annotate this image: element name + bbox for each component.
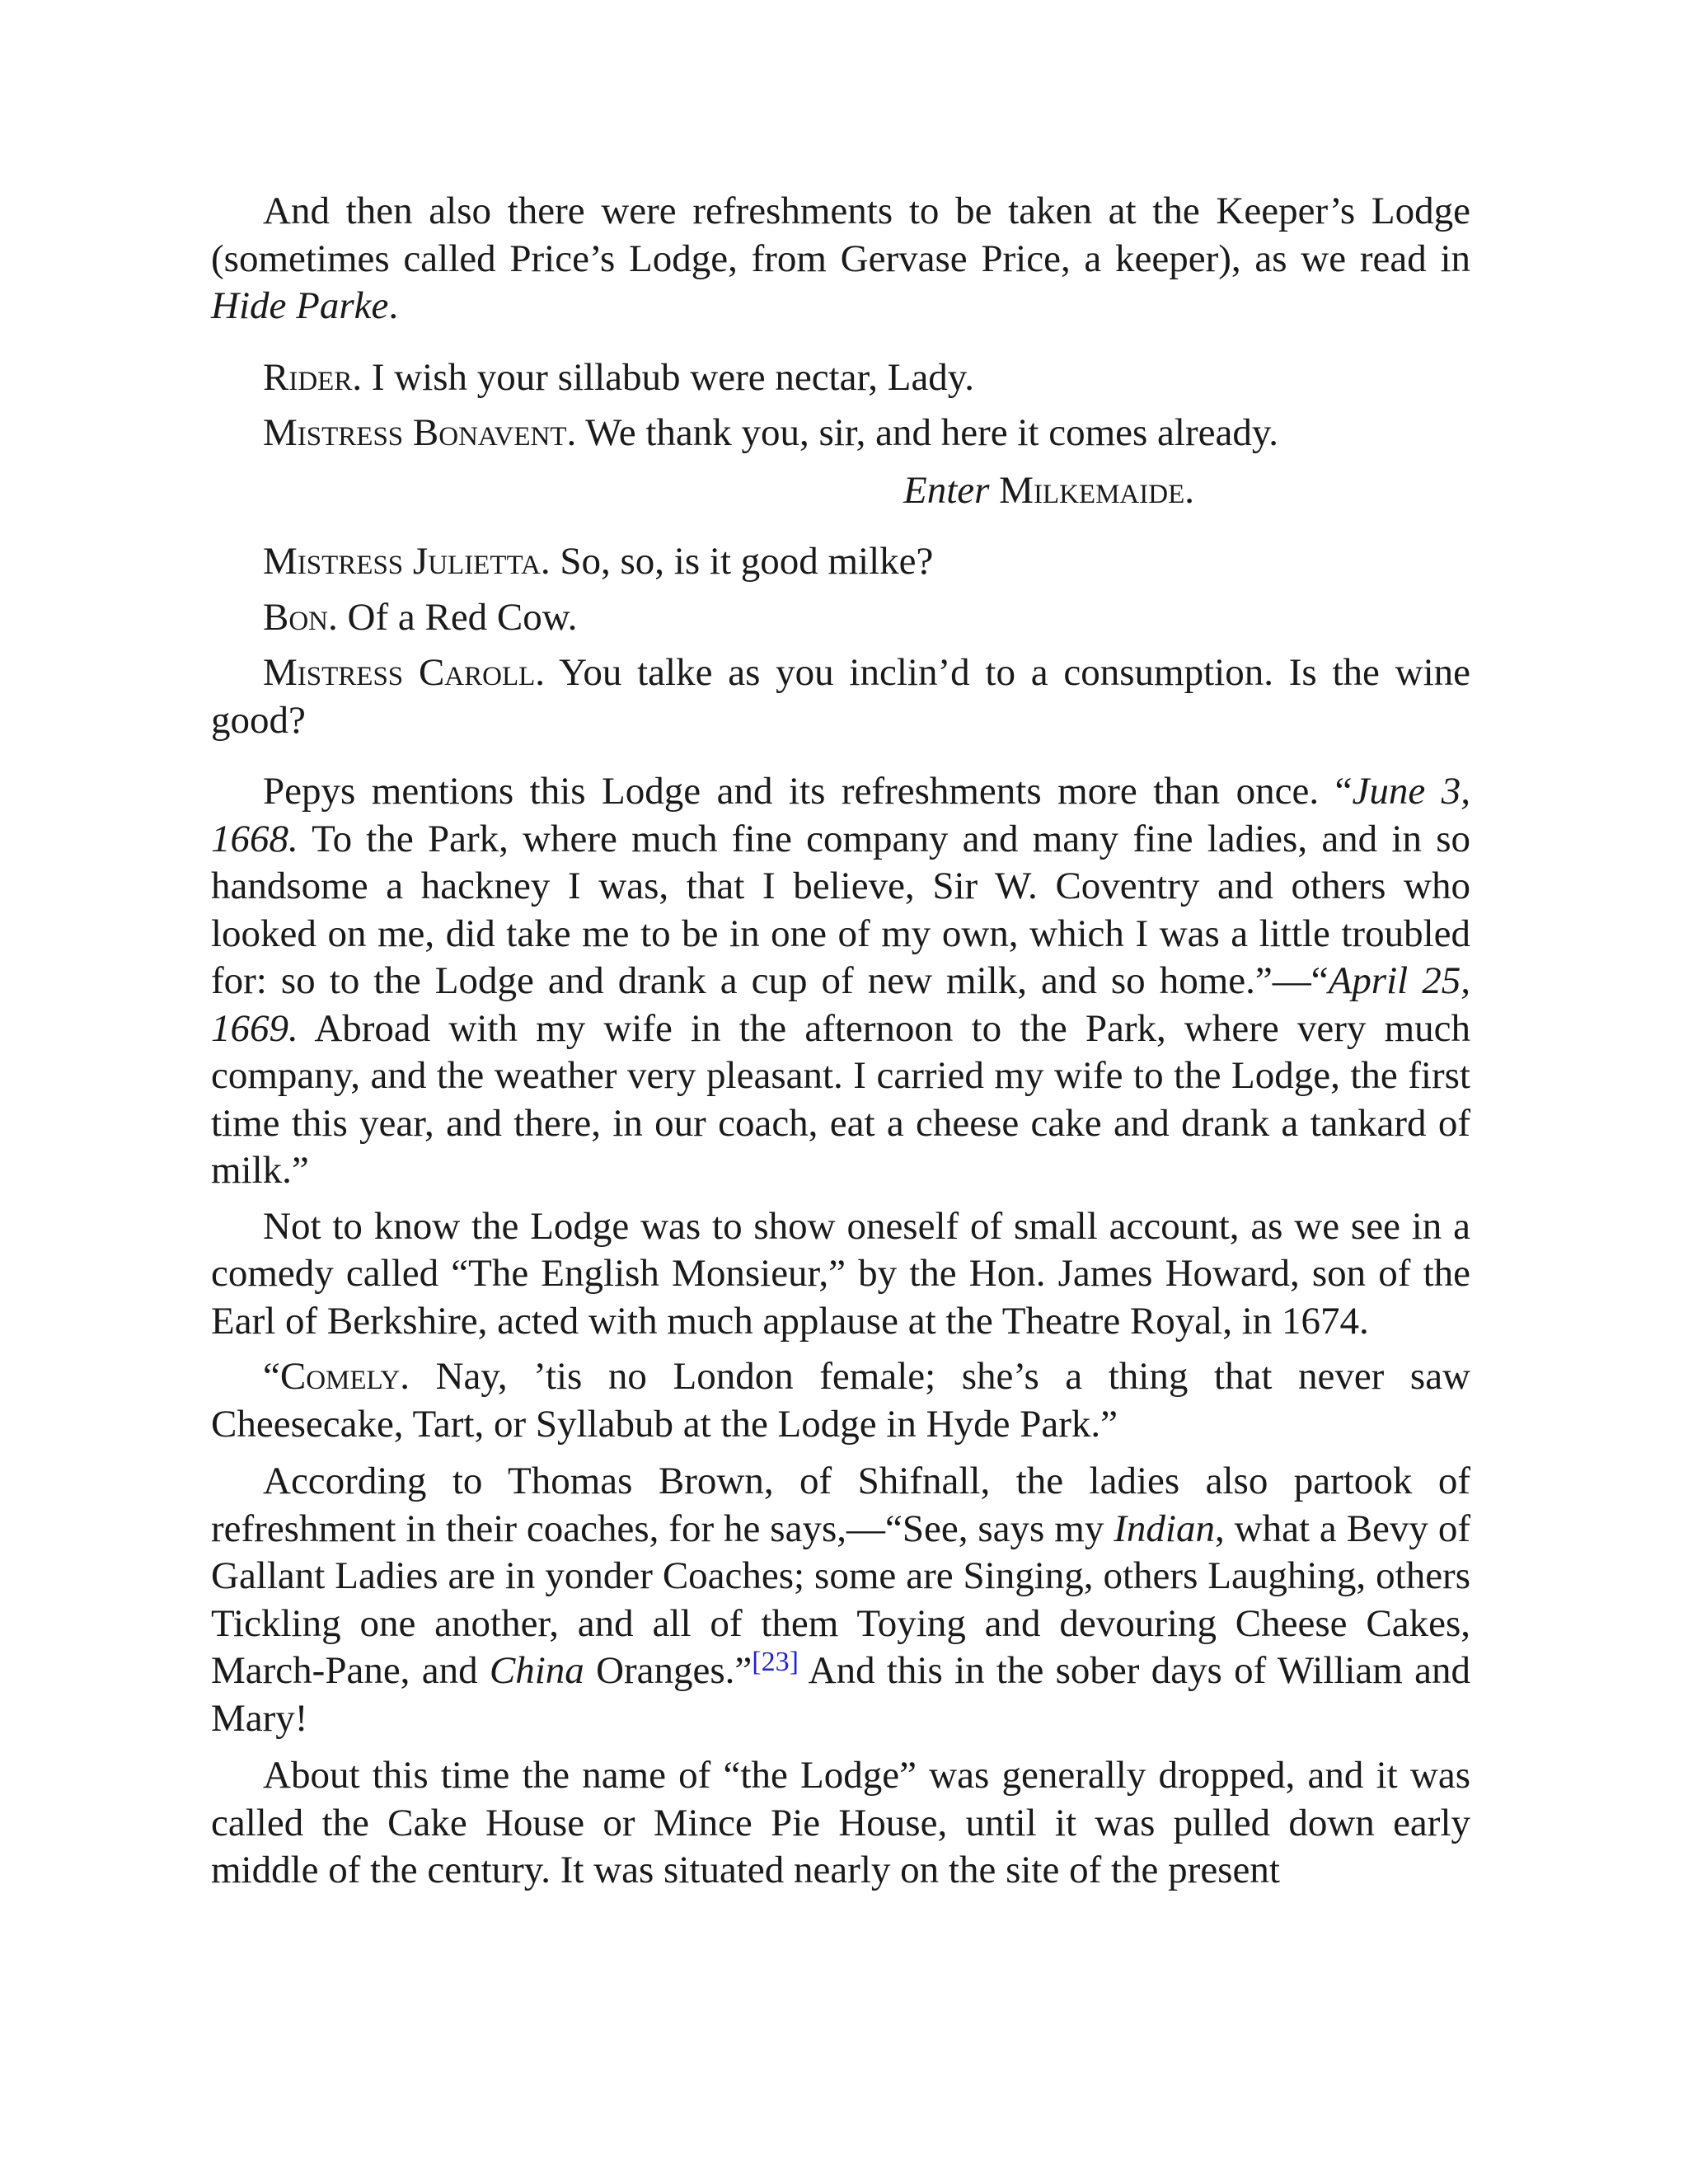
- dialogue-text: . Of a Red Cow.: [328, 595, 578, 639]
- speaker-name: Mistress Caroll: [263, 651, 536, 694]
- emphasis-word: Indian: [1114, 1507, 1215, 1550]
- dialogue-rider: [211, 354, 1470, 402]
- emphasis-word: China: [489, 1649, 584, 1692]
- text-span: Abroad with my wife in the afternoon to the Park, where very much company, and the weather very pleasant. I carried my wife to the Lodge, the first time this year, and there, in our coach, eat a cheese cake and drank a tankard of milk.”: [211, 1006, 1470, 1192]
- dialogue-text: . We thank you, sir, and here it comes already.: [566, 411, 1279, 454]
- dialogue-text: . You talke as you inclin’d to a consumption. Is the wine good?: [211, 651, 1470, 742]
- dialogue-bonavent: [211, 410, 1470, 457]
- dialogue-text: . I wish your sillabub were nectar, Lady.: [352, 355, 975, 399]
- page-body: [211, 188, 1470, 1905]
- text-span: And then also there were refreshments to be taken at the Keeper’s Lodge (sometimes called Price’s Lodge, from Gervase Price, a keeper), as we read in: [211, 190, 1470, 280]
- diary-date: April 25, 1669.: [211, 959, 1470, 1050]
- stage-enter: Enter: [903, 468, 990, 512]
- diary-date: June 3, 1668.: [211, 770, 1470, 860]
- paragraph-keepers-lodge: [211, 188, 1470, 330]
- paragraph-english-monsieur: Not to know the Lodge was to show oneself of small account, as we see in a comedy called “The English Monsieur,” by the Hon. James Howard, son of the Earl of Berkshire, acted with much applause at the Theatre Royal, in 1674.: [211, 1204, 1470, 1343]
- speaker-name: Bon: [263, 595, 329, 639]
- stage-dot: .: [1184, 468, 1194, 512]
- dialogue-text: . Nay, ’tis no London female; she’s a thing that never saw Cheesecake, Tart, or Syllabub at the Lodge in Hyde Park.”: [211, 1355, 1470, 1446]
- speaker-name: Comely: [279, 1355, 401, 1398]
- dialogue-text: . So, so, is it good milke?: [540, 540, 934, 583]
- dialogue-julietta: [211, 538, 1470, 586]
- paragraph-cake-house: About this time the name of “the Lodge” was generally dropped, and it was called the Cake House or Mince Pie House, until it was pulled down early middle of the century. It was situated nearly on the site of the present: [211, 1754, 1470, 1891]
- play-title: Hide Parke: [211, 284, 389, 327]
- paragraph-thomas-brown: [211, 1458, 1470, 1742]
- paragraph-pepys: [211, 768, 1470, 1195]
- stage-direction: [211, 467, 1470, 515]
- text-span: , what a Bevy of Gallant Ladies are in yonder Coaches; some are Singing, others Laughing, others Tickling one another, and all of them Toying and devouring Cheese Cakes, March-Pane, and: [211, 1507, 1470, 1692]
- footnote-link[interactable]: [23]: [752, 1647, 799, 1677]
- text-span: Oranges.”: [584, 1649, 753, 1692]
- text-span: .: [388, 284, 399, 327]
- speaker-name: Rider: [263, 355, 353, 399]
- dialogue-caroll: [211, 649, 1470, 744]
- stage-character: Milkemaide: [999, 468, 1185, 512]
- speaker-name: Mistress Bonavent: [263, 411, 567, 454]
- text-span: According to Thomas Brown, of Shifnall, the ladies also partook of refreshment in their coaches, for he says,—“See, says my: [211, 1460, 1470, 1550]
- dialogue-bon: [211, 594, 1470, 642]
- open-quote: “: [263, 1355, 280, 1398]
- quote-comely: [211, 1353, 1470, 1448]
- text-span: To the Park, where much fine company and many fine ladies, and in so handsome a hackney I was, that I believe, Sir W. Coventry and others who looked on me, did take me to be in one of my own, which I was a little troubled for: so to the Lodge and drank a cup of new milk, and so home.”—“: [211, 817, 1470, 1002]
- speaker-name: Mistress Julietta: [263, 540, 541, 583]
- text-span: Pepys mentions this Lodge and its refreshments more than once. “: [263, 770, 1353, 813]
- text-span: And this in the sober days of William and Mary!: [211, 1649, 1470, 1740]
